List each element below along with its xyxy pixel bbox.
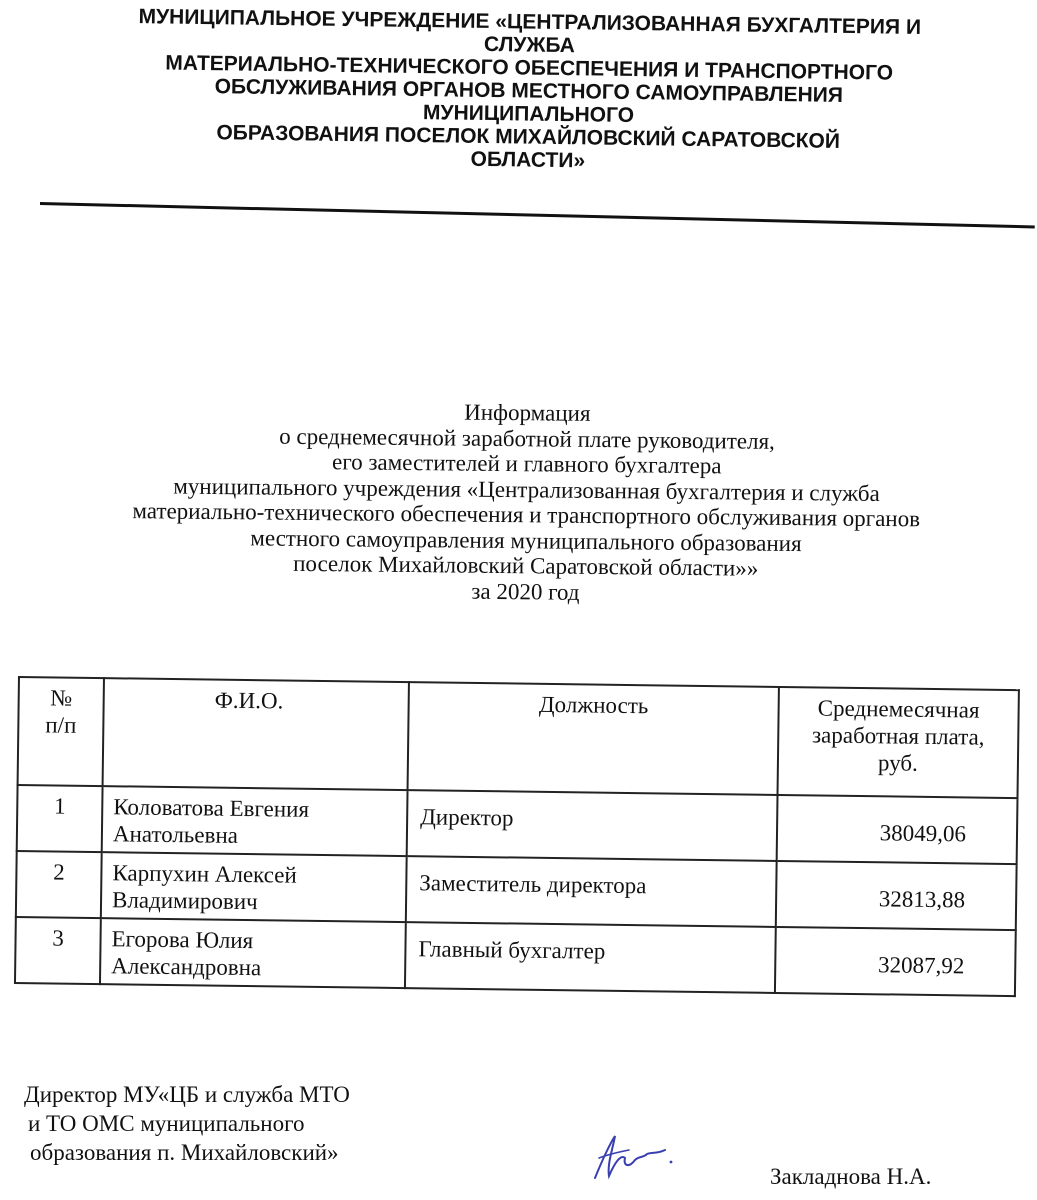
organization-header [58,4,1000,178]
title-line: материально-технического обеспечения и транспортного обслуживания органов [132,498,921,532]
header-line: МАТЕРИАЛЬНО-ТЕХНИЧЕСКОГО ОБЕСПЕЧЕНИЯ И ТРАНСПОРТНОГО [165,51,894,85]
row-salary: 38049,06 [777,795,1018,864]
row-salary: 32813,88 [776,861,1017,930]
row-number: 2 [16,851,102,918]
title-year: за 2020 год [471,578,580,605]
row-fio [100,918,406,988]
row-salary: 32087,92 [775,927,1016,996]
row-fio [101,852,407,922]
header-line: СЛУЖБА [483,32,576,58]
title-line: поселок Михайловский Саратовской области»» [293,550,759,581]
header-fio: Ф.И.О. [103,678,409,790]
row-number: 3 [15,917,101,984]
header-salary-line: Среднемесячная [817,695,980,723]
title-line: о среднемесячной заработной плате руководителя, [279,423,776,454]
row-fio [102,786,408,856]
title-line: его заместителей и главного бухгалтера [331,449,722,479]
document-title-block [23,395,1030,610]
signer-block [24,1080,350,1167]
row-number: 1 [17,785,103,852]
header-number-line: п/п [45,712,77,738]
header-line: МУНИЦИПАЛЬНОГО [422,101,635,128]
fio-line: Анатольевна [112,821,239,848]
fio-line: Александровна [111,953,262,981]
fio-line: Владимирович [111,887,258,915]
signer-name: Закладнова Н.А. [770,1164,932,1189]
fio-line: Коловатова Евгения [113,794,310,822]
header-divider [40,202,1035,228]
table-header-row [18,677,1019,798]
salary-table [14,676,1020,997]
title-line: муниципального учреждения «Централизованная бухгалтерия и служба [173,473,880,506]
salary-table-wrapper [14,676,1018,997]
document-title: Информация [464,399,591,426]
signer-title-line: образования п. Михайловский» [30,1140,339,1165]
signer-title-line: Директор МУ«ЦБ и служба МТО [24,1082,350,1107]
header-number-line: № [50,685,73,711]
header-position: Должность [408,682,779,795]
handwritten-signature [585,1128,675,1188]
row-position: Директор [407,790,778,861]
table-row [15,917,1016,996]
header-line: ОБСЛУЖИВАНИЯ ОРГАНОВ МЕСТНОГО САМОУПРАВЛЕНИЯ [214,75,844,107]
header-line: МУНИЦИПАЛЬНОЕ УЧРЕЖДЕНИЕ «ЦЕНТРАЛИЗОВАННАЯ БУХГАЛТЕРИЯ И [138,5,922,40]
header-salary [778,687,1019,798]
header-salary-line: руб. [877,750,919,776]
header-salary-line: заработная плата, [811,722,985,750]
title-line: местного самоуправления муниципального образования [250,524,802,556]
fio-line: Карпухин Алексей [112,860,297,888]
header-number [18,677,104,786]
signer-title-line: и ТО ОМС муниципального [28,1111,305,1136]
fio-line: Егорова Юлия [111,926,254,954]
header-line: ОБРАЗОВАНИЯ ПОСЕЛОК МИХАЙЛОВСКИЙ САРАТОВСКОЙ [216,121,841,153]
row-position: Заместитель директора [406,856,777,927]
row-position: Главный бухгалтер [405,922,776,993]
header-line: ОБЛАСТИ» [470,147,586,173]
